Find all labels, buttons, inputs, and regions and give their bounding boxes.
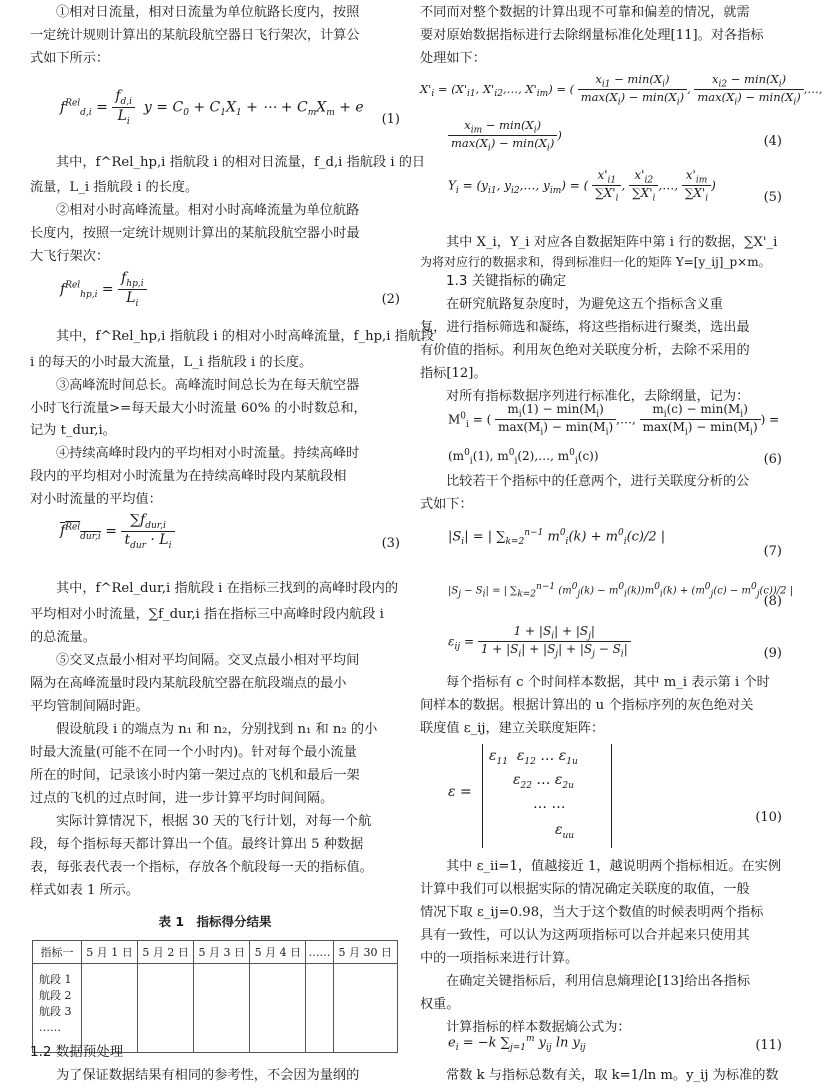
- paragraph-line: 时最大流量(可能不在同一个小时内)。针对每个最小流量: [30, 745, 357, 760]
- table-caption: 表 1 指标得分结果: [158, 914, 272, 929]
- paragraph-line: 小时飞行流量>=每天最大小时流量 60% 的小时数总和，: [30, 401, 367, 416]
- paragraph-line: 隔为在高峰流量时段内某航段航空器在航段端点的最小: [30, 676, 347, 691]
- paragraph-line: 复，进行指标筛选和凝练，将这些指标进行聚类，选出最: [420, 320, 750, 335]
- equation-number: (6): [763, 452, 782, 467]
- equation-9: $\varepsilon_{ij}$ = $\frac{1 + |S_i| + |S_j|}{1 + |S_i| + |S_j| + |S_j - S_i|}$ (9): [448, 624, 782, 661]
- paragraph-line: 在确定关键指标后，利用信息熵理论[13]给出各指标: [446, 974, 751, 989]
- paragraph-line: 式如下：: [420, 497, 473, 512]
- table-header-cell: 5 月 4 日: [250, 941, 306, 964]
- paragraph-line: 其中，f^Rel_hp,i 指航段 i 的相对日流量，f_d,i 指航段 i 的日: [56, 155, 426, 170]
- equation-2: $f^{Rel}_{hp,i}$ = $\frac{f_{hp,i}}{L_i}$ (2): [60, 270, 400, 309]
- paragraph-line: 的总流量。: [30, 630, 96, 645]
- table-header-cell: 5 月 2 日: [138, 941, 194, 964]
- paragraph-line: 表，每张表代表一个指标，存放各个航段每一天的指标值。: [30, 860, 373, 875]
- row-label: 航段 2: [39, 989, 72, 1002]
- section-heading-1-2: 1.2 数据预处理: [30, 1044, 124, 1060]
- equation-number: (9): [763, 646, 782, 661]
- paragraph-line: 每个指标有 c 个时间样本数据，其中 m_i 表示第 i 个时: [446, 675, 770, 690]
- paragraph-line: 一定统计规则计算出的某航段航空器日飞行架次，计算公: [30, 28, 360, 43]
- equation-number: (3): [381, 536, 400, 551]
- paragraph-line: 对所有指标数据序列进行标准化，去除纲量，记为：: [446, 389, 750, 404]
- paragraph-line: ③高峰流时间总长。高峰流时间总长为在每天航空器: [56, 378, 360, 393]
- table-header-cell: 指标一: [33, 941, 82, 964]
- paragraph-line: 计算中我们可以根据实际的情况确定关联度的取值，一般: [420, 882, 750, 897]
- paragraph-line: 为将对应行的数据求和，得到标准归一化的矩阵 Y=[y_ij]_p×m。: [420, 255, 771, 269]
- paragraph-line: ②相对小时高峰流量。相对小时高峰流量为单位航路: [56, 203, 360, 218]
- table-header-cell: ……: [306, 941, 333, 964]
- equation-3: $f^{Rel}_{dur,i}$ = $\frac{\sum f_{dur,i}}{t_{dur} \cdot L_i}$ (3): [60, 512, 400, 551]
- paragraph-line: 记为 t_dur,i。: [30, 423, 116, 438]
- paragraph-line: 不同而对整个数据的计算出现不可靠和偏差的情况，就需: [420, 5, 750, 20]
- equation-number: (7): [763, 544, 782, 559]
- paragraph-line: ⑤交叉点最小相对平均间隔。交叉点最小相对平均间: [56, 653, 360, 668]
- paragraph-line: 联度值 ε_ij，建立关联度矩阵：: [420, 721, 605, 736]
- paragraph-line: 比较若干个指标中的任意两个，进行关联度分析的公: [446, 474, 750, 489]
- paragraph-line: 常数 k 与指标总数有关，取 k=1/ln m。y_ij 为标准的数: [446, 1068, 779, 1083]
- row-label: 航段 1: [39, 973, 72, 986]
- equation-4: $X'_i = (X'_{i1}$, $X'_{i2},\dots$, $X'_{im}$) = ( $\frac{x_{i1} - \min(X_i)}{\max(X_i) - \min(X_i)}$ , $\frac{x_{i2} - \min(X_i)}{\max(X_i) - \min(X_i)}$ ,…, $\frac{x_{im} - \min(X_i)}{\max(X_i) - \min(X_i)}$ ) (4): [420, 72, 823, 154]
- paragraph-line: 指标[12]。: [420, 366, 487, 381]
- paragraph-line: 实际计算情况下，根据 30 天的飞行计划，对每一个航: [56, 814, 372, 829]
- paragraph-line: 间样本的数据。根据计算出的 u 个指标序列的灰色绝对关: [420, 698, 754, 713]
- paragraph-line: ①相对日流量，相对日流量为单位航路长度内，按照: [56, 5, 360, 20]
- paragraph-line: 其中 X_i，Y_i 对应各自数据矩阵中第 i 行的数据，∑X'_i: [446, 235, 778, 250]
- paragraph-line: 段内的平均相对小时流量为在持续高峰时段内某航段相: [30, 469, 347, 484]
- paragraph-line: 平均相对小时流量，∑f_dur,i 指在指标三中高峰时段内航段 i: [30, 607, 384, 622]
- paragraph-line: 计算指标的样本数据熵公式为：: [446, 1020, 631, 1035]
- table-header-cell: 5 月 3 日: [194, 941, 250, 964]
- paragraph-line: 所在的时间，记录该小时内第一架过点的飞机和最后一架: [30, 768, 360, 783]
- paragraph-line: 权重。: [420, 997, 460, 1012]
- paragraph-line: 大飞行架次：: [30, 249, 110, 264]
- row-label: 航段 3: [39, 1005, 72, 1018]
- equation-8: $|S_j - S_i|$ = | $\sum_{k=2}^{n-1}$ $(m^0_j(k) - m^0_i(k))m^0_i(k) + (m^0_j(c) - m^0_j(c))/2$ | (8): [448, 582, 794, 609]
- paragraph-line: 其中 ε_ii=1，值越接近 1，越说明两个指标相近。在实例: [446, 859, 782, 874]
- paragraph-line: 其中，f^Rel_dur,i 指航段 i 在指标三找到的高峰时段内的: [56, 581, 399, 596]
- equation-number: (11): [755, 1038, 782, 1053]
- equation-number: (1): [381, 112, 400, 127]
- table-1: [32, 940, 398, 1053]
- paragraph-line: 情况下取 ε_ij=0.98，当大于这个数值的时候表明两个指标: [420, 905, 764, 920]
- equation-number: (2): [381, 292, 400, 307]
- equation-7: $|S_i|$ = | $\sum_{k=2}^{n-1}$ $m^0_i(k) + m^0_i(c)/2$ | (7): [448, 528, 782, 559]
- paragraph-line: 为了保证数据结果有相同的参考性，不会因为量纲的: [56, 1068, 360, 1083]
- equation-number: (10): [755, 810, 782, 825]
- row-label: ……: [39, 1021, 61, 1034]
- equation-11: $e_i = -k$ $\sum_{j=1}^m$ $y_{ij}$ $\ln y_{ij}$ (11): [448, 1034, 782, 1053]
- paragraph-line: 在研究航路复杂度时，为避免这五个指标含义重: [446, 297, 723, 312]
- paragraph-line: 过点的飞机的过点时间，进一步计算平均时间间隔。: [30, 791, 334, 806]
- paragraph-line: 平均管制间隔时距。: [30, 699, 149, 714]
- table-header-row: [33, 941, 398, 964]
- equation-1: $f^{Rel}_{d,i}$ = $\frac{f_{d,i}}{L_i}$ $y = C_0 + C_1X_1$ + ⋯ + $C_mX_m + e$ (1): [60, 88, 400, 127]
- paragraph-line: 中的一项指标来进行计算。: [420, 951, 579, 966]
- table-row-labels: [33, 964, 82, 1053]
- paragraph-line: 假设航段 i 的端点为 n₁ 和 n₂，分别找到 n₁ 和 n₂ 的小: [56, 722, 378, 737]
- paragraph-line: 对小时流量的平均值：: [30, 492, 162, 507]
- table-row: [33, 964, 398, 1053]
- equation-number: (4): [763, 134, 782, 149]
- paragraph-line: 有价值的指标。利用灰色绝对关联度分析，去除不采用的: [420, 343, 750, 358]
- paragraph-line: 样式如表 1 所示。: [30, 883, 140, 898]
- paragraph-line: 式如下所示：: [30, 51, 110, 66]
- paragraph-line: i 的每天的小时最大流量，L_i 指航段 i 的长度。: [30, 355, 313, 370]
- paragraph-line: ④持续高峰时段内的平均相对小时流量。持续高峰时: [56, 446, 360, 461]
- section-heading-1-3: 1.3 关键指标的确定: [446, 273, 567, 289]
- equation-5: $Y_i = (y_{i1}$, $y_{i2},\dots$, $y_{im}$) = ( $\frac{x'_{i1}}{\sum X'_i}$ , $\frac{x'_{i2}}{\sum X'_i}$ ,…, $\frac{x'_{im}}{\sum X'_i}$ ) (5): [448, 168, 782, 205]
- paragraph-line: 具有一致性，可以认为这两项指标可以合并起来只使用其: [420, 928, 750, 943]
- table-header-cell: 5 月 1 日: [82, 941, 138, 964]
- equation-6: $M^0_i$ = ( $\frac{m_i(1) - \min(M_i)}{\max(M_i) - \min(M_i)}$ ,…, $\frac{m_i(c) - \min(M_i)}{\max(M_i) - \min(M_i)}$ ) = ($m^0_i(1)$, $m^0_i(2),\dots$, $m^0_i(c)$) (6): [448, 402, 782, 467]
- paragraph-line: 要对原始数据指标进行去除纲量标准化处理[11]。对各指标: [420, 28, 764, 43]
- table-header-cell: 5 月 30 日: [333, 941, 397, 964]
- paragraph-line: 流量，L_i 指航段 i 的长度。: [30, 180, 199, 195]
- paragraph-line: 长度内，按照一定统计规则计算出的某航段航空器小时最: [30, 226, 360, 241]
- paragraph-line: 其中，f^Rel_hp,i 指航段 i 的相对小时高峰流量，f_hp,i 指航段: [56, 329, 435, 344]
- equation-number: (5): [763, 190, 782, 205]
- equation-10: ε = $\varepsilon_{11}$ $\varepsilon_{12}$ … $\varepsilon_{1u}$ $\varepsilon_{22}$ … $\varepsilon_{2u}$ … … $\varepsilon_{uu}$ (10): [420, 744, 782, 745]
- paragraph-line: 处理如下：: [420, 51, 486, 66]
- paragraph-line: 段，每个指标每天都计算出一个值。最终计算出 5 种数据: [30, 837, 364, 852]
- equation-number: (8): [763, 594, 782, 609]
